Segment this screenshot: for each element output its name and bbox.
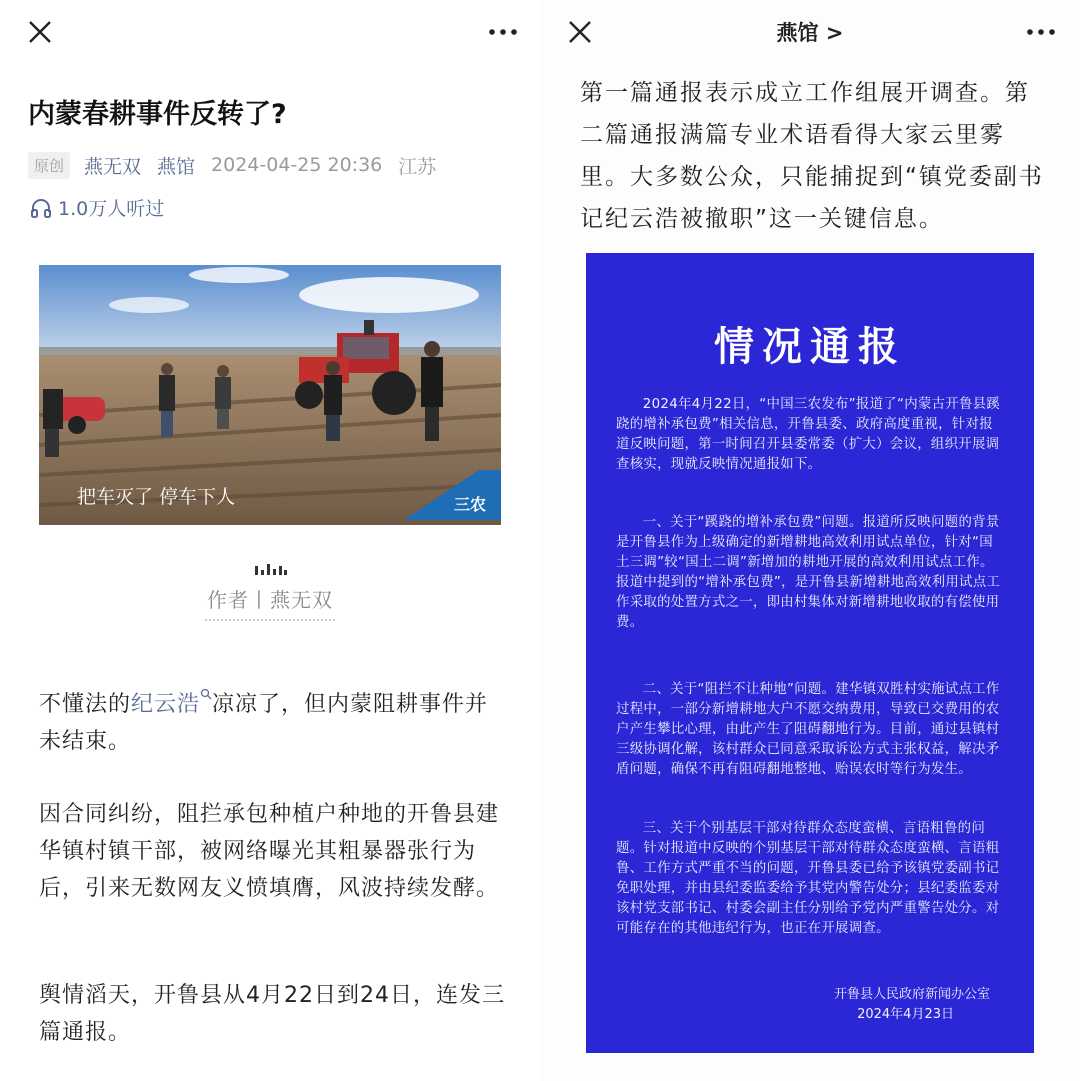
top-bar-right xyxy=(540,0,1080,64)
author-caption-text: 作者丨燕无双 xyxy=(207,588,333,612)
more-options-icon[interactable] xyxy=(1026,22,1056,42)
paragraph-1-start: 不懂法的 xyxy=(39,692,132,717)
notice-paragraph-4: 三、关于个别基层干部对待群众态度蛮横、言语粗鲁的问题。针对报道中反映的个别基层干部对待群众态度蛮横、言语粗鲁、工作方式严重不当的问题，开鲁县委已给予该镇党委副书记免职处理，并由县纪委监委给予其党内警告处分；县纪委监委对该村党支部书记、村委会副主任分别给予党内严重警告处分。对可能存在的其他违纪行为，也正在开展调查。 xyxy=(616,821,1000,936)
paragraph-1 xyxy=(39,686,509,760)
publish-location: 江苏 xyxy=(398,155,437,178)
author-link[interactable]: 燕无双 xyxy=(84,155,142,178)
article-meta xyxy=(28,150,436,180)
original-tag: 原创 xyxy=(28,152,70,179)
notice-signature-date: 2024年4月23日 xyxy=(857,1007,954,1022)
article-title: 内蒙春耕事件反转了? xyxy=(28,99,287,130)
notice-title: 情况通报 xyxy=(714,324,906,370)
notice-paragraph-1: 2024年4月22日，“中国三农发布”报道了“内蒙古开鲁县蹊跷的增补承包费”相关信息，开鲁县委、政府高度重视，针对报道反映问题，第一时间召开县委常委（扩大）会议，组织开展调查核实，现就反映情况通报如下。 xyxy=(616,397,1001,472)
top-bar xyxy=(0,0,540,64)
listen-button[interactable] xyxy=(30,194,164,221)
photo-subtitle: 把车灭了 停车下人 xyxy=(77,486,236,508)
search-link-ji-yunhao[interactable]: 纪云浩 xyxy=(131,692,201,717)
notice-image[interactable] xyxy=(586,253,1034,1053)
account-title-link[interactable]: 燕馆 > xyxy=(776,21,844,45)
notice-paragraph-2: 一、关于“蹊跷的增补承包费”问题。报道所反映问题的背景是开鲁县作为上级确定的新增耕地高效利用试点单位，针对“国土三调”较“国土二调”新增加的耕地开展的高效利用试点工作。报道中提到的“增补承包费”，是开鲁县新增耕地高效利用试点工作采取的处置方式之一，即由村集体对新增耕地收取的有偿使用费。 xyxy=(616,515,1001,630)
search-icon[interactable] xyxy=(200,688,212,700)
close-icon[interactable] xyxy=(27,19,53,45)
paragraph-3: 舆情滔天，开鲁县从4月22日到24日，连发三篇通报。 xyxy=(39,983,505,1045)
more-options-icon[interactable] xyxy=(488,22,518,42)
author-caption xyxy=(0,584,540,621)
paragraph-1-end: 凉凉了，但内蒙阻耕事件并未结束。 xyxy=(39,692,489,754)
paragraph-2: 因合同纠纷，阻拦承包种植户种地的开鲁县建华镇村镇干部，被网络曝光其粗暴器张行为后，引来无数网友义愤填膺，风波持续发酵。 xyxy=(39,802,500,901)
audio-wave-icon xyxy=(255,563,287,575)
right-article-screen xyxy=(540,0,1080,1081)
paragraph-right: 第一篇通报表示成立工作组展开调查。第二篇通报满篇专业术语看得大家云里雾里。大多数公众，只能捕捉到“镇党委副书记纪云浩被撤职”这一关键信息。 xyxy=(580,80,1044,232)
notice-signature-org: 开鲁县人民政府新闻办公室 xyxy=(833,987,990,1002)
account-link[interactable]: 燕馆 xyxy=(157,155,196,178)
headphones-icon xyxy=(30,198,52,218)
listen-count: 1.0万人听过 xyxy=(58,198,165,220)
article-photo[interactable] xyxy=(39,265,501,525)
publish-datetime: 2024-04-25 20:36 xyxy=(211,154,383,176)
notice-paragraph-3: 二、关于“阻拦不让种地”问题。建华镇双胜村实施试点工作过程中，一部分新增耕地大户不愿交纳费用，导致已交费用的农户产生攀比心理，由此产生了阻碍翻地行为。目前，通过县镇村三级协调化解，该村群众已同意采取诉讼方式主张权益，解决矛盾问题，确保不再有阻碍翻地整地、贻误农时等行为发生。 xyxy=(616,682,1000,777)
photo-logo: 三农 xyxy=(454,495,487,514)
